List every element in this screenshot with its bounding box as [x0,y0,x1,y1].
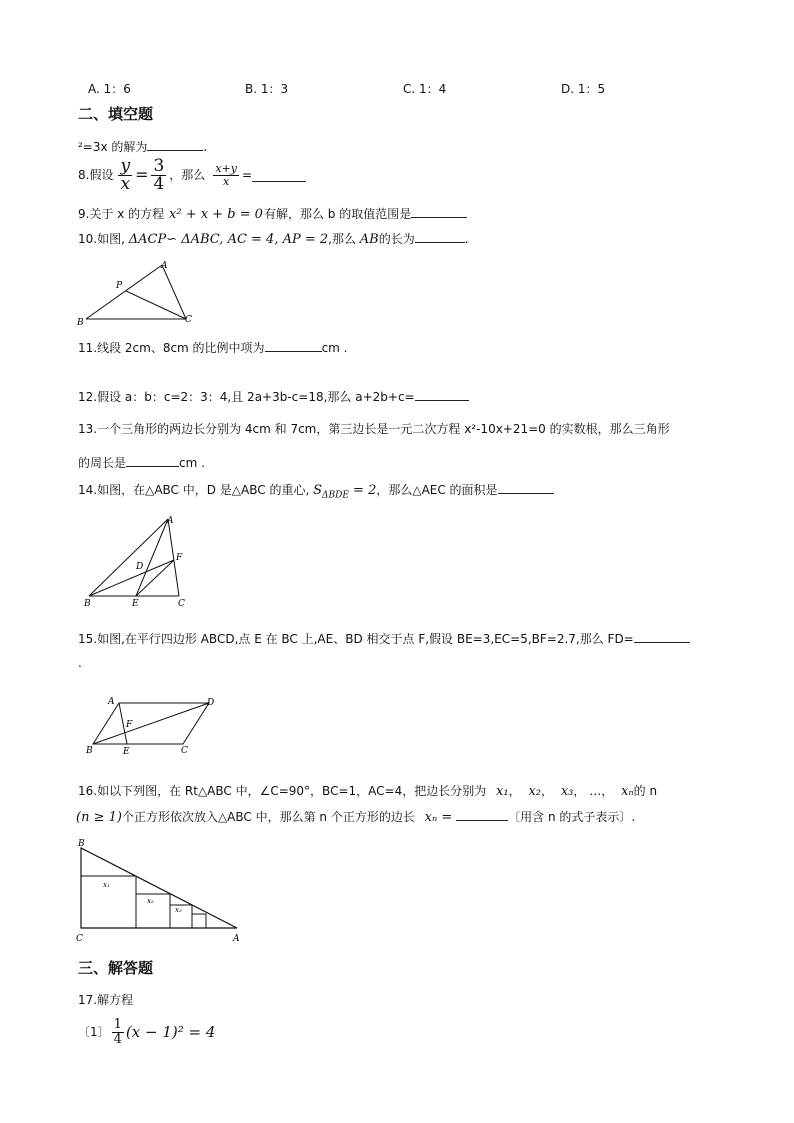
q8-prefix: 8.假设 [78,168,114,182]
q9-equation: x² + x + b = 0 [169,207,263,222]
question-17-part1 [78,1015,215,1049]
q14-area-expr: $S_{\Delta BDE} = 2$ [313,483,377,501]
q16-label-x2: x₂ [147,897,154,905]
q14-edge-ba [89,519,168,596]
q14-label-b: B [84,599,91,609]
q16-label-x3: x₃ [175,906,182,914]
q9-suffix: 有解，那么 b 的取值范围是 [263,207,412,221]
q16-x1: x₁ [496,784,509,799]
question-17-title: 17.解方程 [78,993,134,1007]
q14-suffix: ，那么△AEC 的面积是 [376,483,498,497]
question-10: 10.如图, ΔACP∽ ΔABC, AC = 4, AP = 2,那么 AB的长为 . [78,232,469,247]
q11-text: 11.线段 2cm、8cm 的比例中项为 [78,341,265,355]
q10-triangle-figure [74,256,204,328]
q15-text: 15.如图,在平行四边形 ABCD,点 E 在 BC 上,AE、BD 相交于点 F,假设 BE=3,EC=5,BF=2.7,那么 FD= [78,632,634,646]
q14-label-f: F [176,553,183,563]
q10-suffix: 的长为 [378,232,415,246]
q11-end: cm . [321,341,348,355]
question-14 [78,481,554,504]
question-9 [78,205,467,223]
q8-fraction-xy-over-x: $\frac{x+y}{x}$ [215,161,237,188]
q10-label-c: C [185,315,192,325]
q9-prefix: 9.关于 x 的方程 [78,207,165,221]
q15-label-d: D [207,698,215,708]
q15-label-a: A [108,697,115,707]
question-13-line2: 的周长是 cm . [78,456,205,470]
q8-answer-blank [252,169,306,182]
q16-answer-blank [456,808,508,821]
q14-label-d: D [136,562,144,572]
q11-answer-blank [265,339,322,352]
question-16-line1: 16.如以下列图，在 Rt△ABC 中，∠C=90°，BC=1，AC=4，把边长分别为 x₁， x₂， x₃， …， xₙ的 n [78,784,658,799]
question-8 [78,155,306,194]
q12-text: 12.假设 a：b：c=2：3：4,且 2a+3b-c=18,那么 a+2b+c= [78,390,415,404]
q16-xn: xₙ [621,784,634,799]
q15-label-e: E [123,747,130,757]
q13-answer-blank [126,454,179,467]
q16-ellipsis: … [589,784,602,798]
question-7 [78,138,207,155]
choice-b: B. 1：3 [245,82,289,96]
q10-label-a: A [161,261,168,271]
q14-label-c: C [178,599,185,609]
question-16-line2: (n ≥ 1)个正方形依次放入△ABC 中，那么第 n 个正方形的边长 xₙ = 〔用含 n 的式子表示〕. [76,810,636,825]
q17-part1-label: 〔1〕 [78,1025,110,1039]
q16-square-4 [192,914,206,928]
q14-median-bf [89,560,174,596]
q16-xn-eq: xₙ = [424,810,453,825]
q16-label-x1: x₁ [103,881,110,889]
q16-x3: x₃ [560,784,574,799]
q16-label-a: A [233,934,240,944]
q7-end: . [203,140,208,154]
q10-label-p: P [116,281,123,291]
q15-label-f: F [126,720,133,730]
q16-x2: x₂ [528,784,541,799]
q14-label-a: A [167,516,174,526]
q15-answer-blank [634,630,690,643]
q16-label-b: B [78,839,85,849]
q10-lengths: AC = 4, AP = 2 [227,232,329,247]
q14-label-e: E [132,599,139,609]
q8-mid: ，那么 [169,168,206,182]
q14-answer-blank [498,481,554,494]
q16-label-c: C [76,934,83,944]
q12-answer-blank [415,388,469,401]
q10-edge-pc [126,291,186,319]
question-15-line2: . [78,656,82,670]
q15-label-b: B [86,746,93,756]
q10-edge-ba [86,265,162,319]
q15-diagonal-bd [93,703,209,744]
q8-end: = [241,168,253,182]
choice-c: C. 1：4 [403,82,447,96]
q17-fraction-quarter: $\frac{1}{4}$ [113,1016,122,1047]
q8-fraction-y-over-x: $\frac{y}{x}$ [120,155,131,194]
q8-fraction-3-over-4: $\frac{3}{4}$ [153,155,165,194]
q7-answer-blank [147,138,203,151]
choice-d: D. 1：5 [561,82,606,96]
q14-centroid-figure [80,510,200,610]
q8-equals: = [135,165,149,184]
q14-median-ae [136,519,168,596]
section-title-answer: 三、解答题 [78,959,154,977]
q15-parallelogram-figure [84,694,224,758]
question-13-line1: 13.一个三角形的两边长分别为 4cm 和 7cm，第三边长是一元二次方程 x²-10x+21=0 的实数根，那么三角形 [78,422,670,436]
q16-condition: (n ≥ 1) [76,810,122,825]
choice-a: A. 1：6 [88,82,131,96]
q7-text: ²=3x 的解为 [78,140,148,154]
q10-edge-ac [162,265,186,319]
q10-answer-blank [415,230,465,243]
question-11 [78,339,347,356]
q17-equation: (x − 1)² = 4 [125,1023,216,1041]
section-title-fill-in: 二、填空题 [78,105,154,123]
q16-squares-figure [72,834,248,946]
q15-label-c: C [181,746,188,756]
q10-similarity: ΔACP∽ ΔABC [128,232,220,247]
question-15 [78,630,690,647]
q10-mid: ,那么 [328,232,360,246]
q14-prefix: 14.如图，在△ABC 中，D 是△ABC 的重心, [78,483,310,497]
q10-prefix: 10.如图, [78,232,125,246]
question-12 [78,388,469,405]
q10-label-b: B [77,318,84,328]
q10-ab: AB [359,232,379,247]
q9-answer-blank [411,205,467,218]
